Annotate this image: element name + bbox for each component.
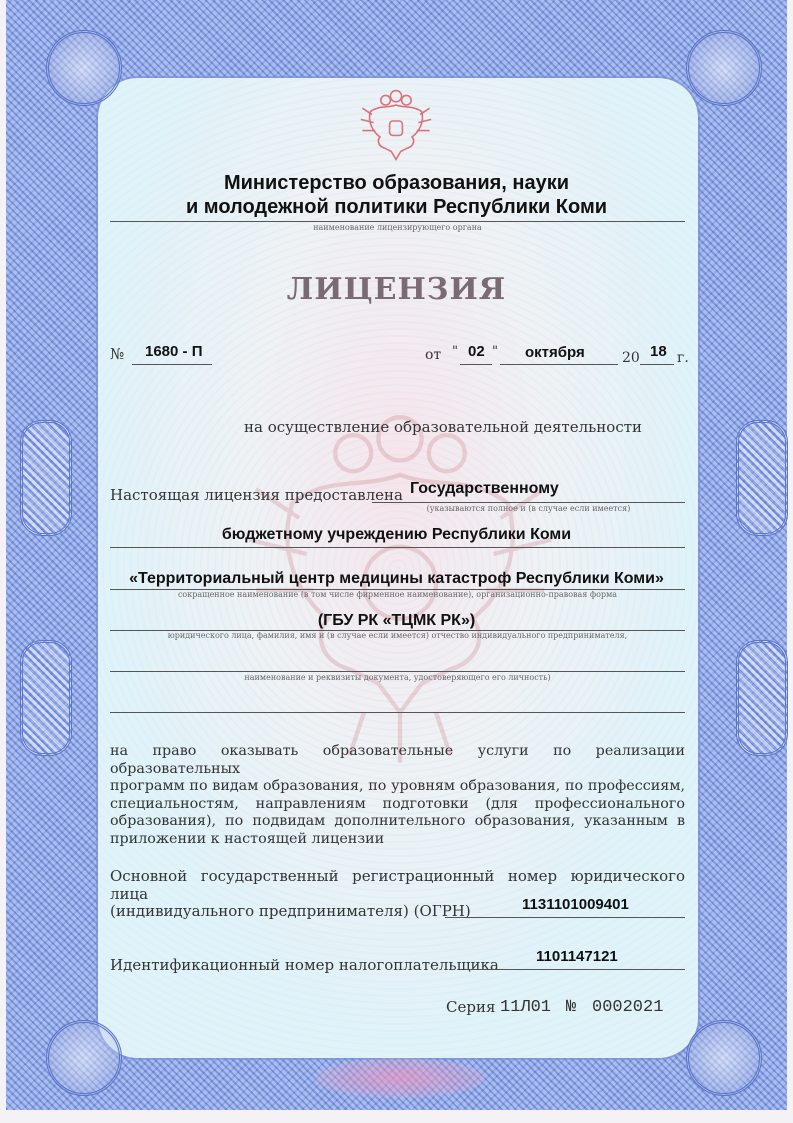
underline: [445, 917, 685, 918]
ogrn-label-line1: Основной государственный регистрационный номер юридического лица: [110, 867, 685, 903]
underline: [460, 364, 492, 365]
coat-of-arms-emblem: [356, 88, 436, 170]
license-purpose: на осуществление образовательной деятельности: [244, 418, 643, 436]
corner-ornament: [686, 30, 762, 106]
authority-caption: наименование лицензирующего органа: [313, 223, 482, 232]
side-ornament: [736, 640, 788, 756]
ogrn-label-line2: (индивидуального предпринимателя) (ОГРН): [110, 902, 471, 920]
license-number: 1680 - П: [145, 343, 203, 360]
year-prefix: 20: [622, 350, 640, 366]
inn-label: Идентификационный номер налогоплательщика: [110, 956, 499, 974]
license-year: 18: [650, 343, 667, 360]
underline: [640, 364, 674, 365]
rights-line: приложении к настоящей лицензии: [110, 830, 385, 847]
side-ornament: [20, 640, 72, 756]
year-suffix: г.: [677, 350, 689, 366]
side-ornament: [736, 420, 788, 536]
grantee-caption-document: наименование и реквизиты документа, удостоверяющего его личность): [244, 673, 551, 682]
corner-ornament: [46, 1020, 122, 1096]
series-number-label: №: [566, 998, 577, 1017]
grantee-line2: бюджетному учреждению Республики Коми: [221, 526, 572, 543]
underline: [110, 547, 685, 548]
grantee-caption-short-name: сокращенное наименование (в том числе фирменное наименование), организационно-правовая форма: [177, 590, 618, 599]
rights-line: на право оказывать образовательные услуги по реализации образовательных: [110, 743, 685, 777]
underline: [500, 364, 618, 365]
underline: [466, 969, 685, 970]
rights-line: образования), по подвидам дополнительного образования, указанным в: [110, 813, 685, 829]
rights-line: программ по видам образования, по уровням образования, по профессиям,: [110, 778, 685, 794]
issuing-authority-line2: и молодежной политики Республики Коми: [185, 196, 608, 218]
grantee-caption-entity: юридического лица, фамилия, имя и (в случае если имеется) отчество индивидуального предпринимателя,: [167, 631, 628, 640]
rights-paragraph: [110, 743, 685, 848]
number-label: №: [110, 345, 125, 363]
document-title: ЛИЦЕНЗИЯ: [286, 272, 507, 307]
underline: [110, 221, 685, 222]
quote-open: ": [452, 344, 458, 359]
grantee-intro: Настоящая лицензия предоставлена: [110, 486, 403, 504]
underline: [110, 671, 685, 672]
date-from-label: от: [425, 347, 442, 363]
issuing-authority-line1: Министерство образования, науки: [223, 172, 570, 194]
inn-value: 1101147121: [536, 948, 618, 965]
corner-ornament: [46, 30, 122, 106]
underline: [132, 364, 212, 365]
grantee-short-name: (ГБУ РК «ТЦМК РК»): [317, 612, 476, 629]
quote-close: ": [492, 344, 498, 359]
license-month: октября: [525, 344, 585, 361]
grantee-caption-full-name: (указываются полное и (в случае если имеется): [426, 504, 631, 513]
series-number: 0002021: [592, 998, 664, 1017]
license-day: 02: [468, 343, 485, 360]
bottom-rosette-ornament: [315, 1058, 485, 1098]
side-ornament: [20, 420, 72, 536]
series-value: 11Л01: [500, 998, 552, 1017]
corner-ornament: [686, 1020, 762, 1096]
grantee-line1: Государственному: [410, 480, 559, 497]
ogrn-value: 1131101009401: [522, 896, 629, 913]
grantee-line3: «Территориальный центр медицины катастроф Республики Коми»: [129, 570, 664, 587]
underline: [372, 502, 685, 503]
rights-line: специальностям, направлениям подготовки (для профессионального: [110, 795, 685, 812]
series-label: Серия: [446, 998, 496, 1016]
underline: [110, 712, 685, 713]
